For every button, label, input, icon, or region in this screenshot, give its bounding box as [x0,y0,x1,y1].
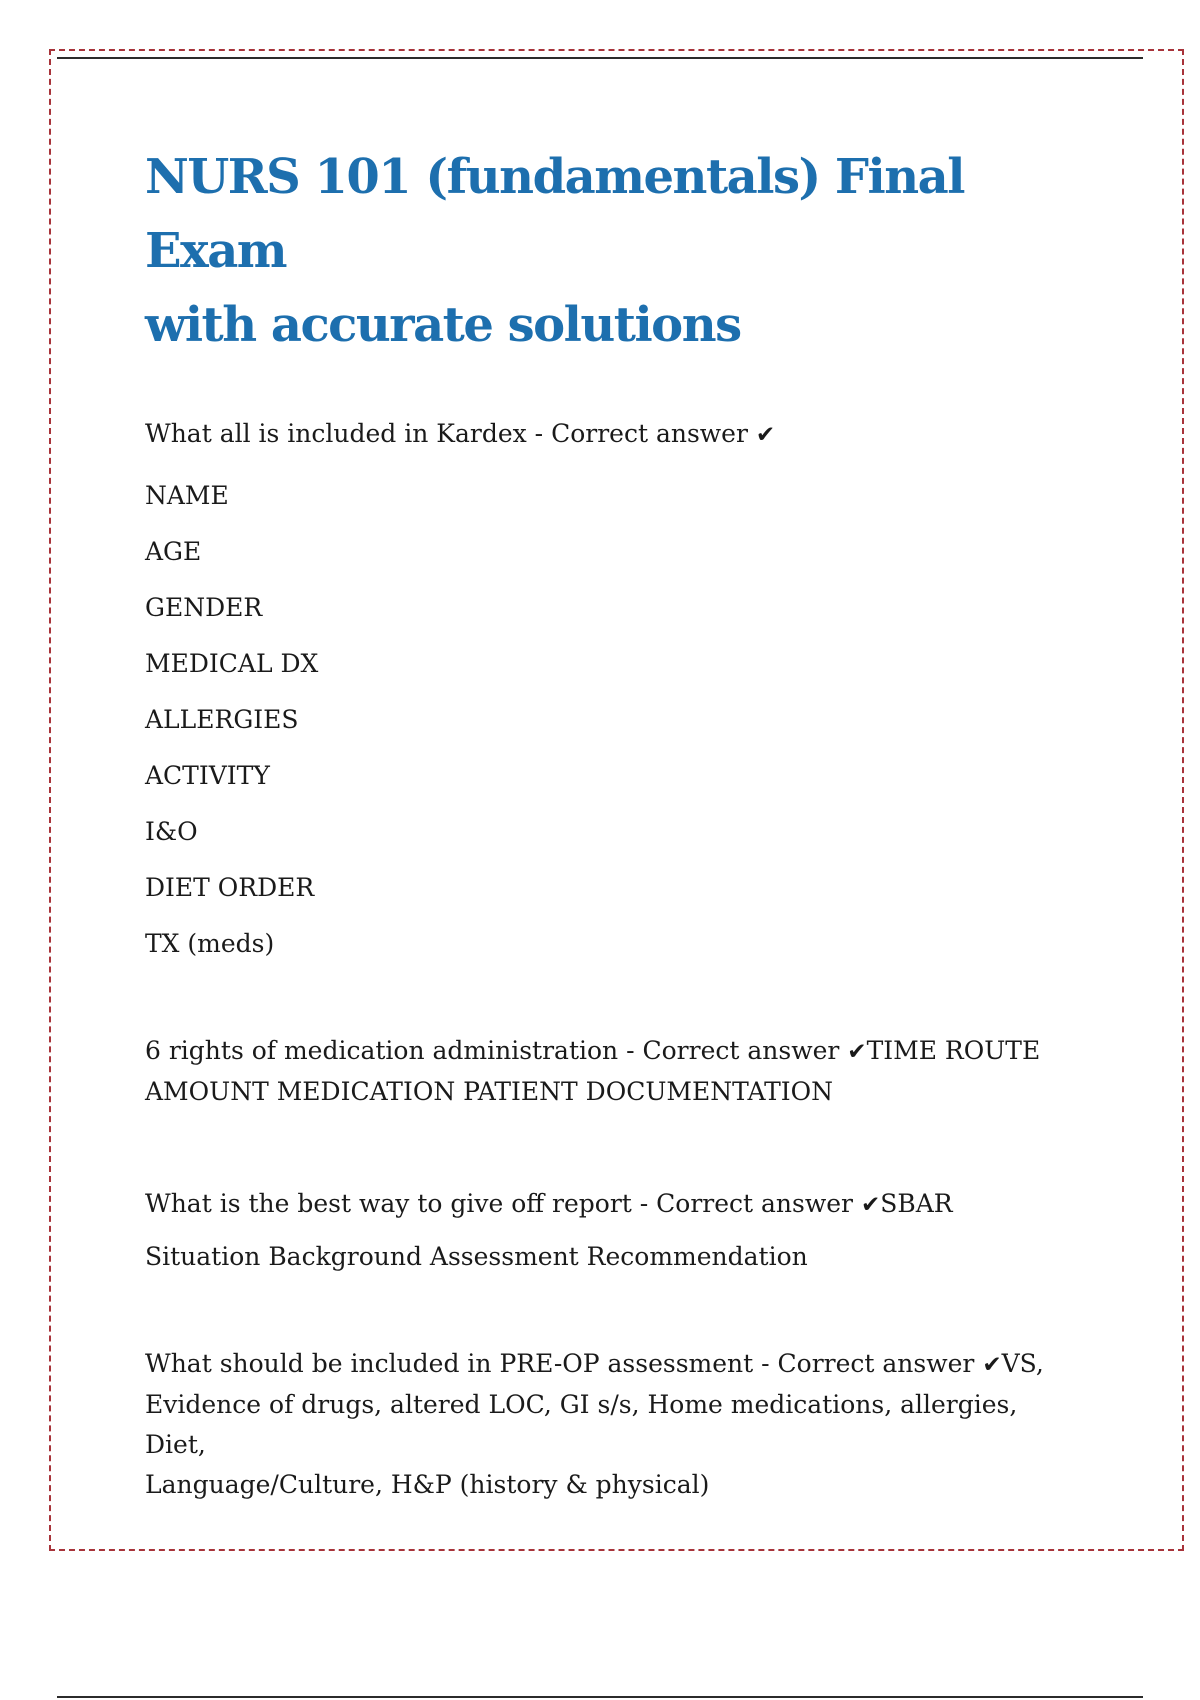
qa-medication-rights [145,1031,1085,1112]
list-item: NAME [145,481,229,510]
title-line-2: with accurate solutions [145,297,741,353]
question: What all is included in Kardex - Correct answer ✔ [145,419,776,448]
question: 6 rights of medication administration - Correct answer ✔TIME ROUTE [145,1036,1041,1065]
list-item: TX (meds) [145,929,275,958]
question: What is the best way to give off report - Correct answer ✔SBAR [145,1189,953,1218]
top-rule [57,57,1143,59]
answer: SBAR [880,1189,953,1218]
bottom-rule [57,1696,1143,1698]
title-line-1: NURS 101 (fundamentals) Final Exam [145,149,964,279]
answer-continued: Language/Culture, H&P (history & physical) [145,1470,710,1499]
list-item: GENDER [145,593,263,622]
checkmark-icon: ✔ [982,1352,1002,1378]
document-title [145,140,1085,362]
list-item: DIET ORDER [145,873,315,902]
checkmark-icon: ✔ [847,1039,867,1065]
answer: VS, [1001,1349,1044,1378]
answer-continued: AMOUNT MEDICATION PATIENT DOCUMENTATION [145,1077,834,1106]
document-body [145,140,1085,1505]
answer-continued: Evidence of drugs, altered LOC, GI s/s, Home medications, allergies, Diet, [145,1390,1018,1459]
list-item: AGE [145,537,202,566]
qa-report [145,1184,1085,1272]
answer-detail: Situation Background Assessment Recommendation [145,1242,808,1271]
checkmark-icon: ✔ [755,422,776,448]
list-item: ACTIVITY [145,761,270,790]
qa-preop-assessment [145,1344,1085,1505]
list-item: ALLERGIES [145,705,299,734]
list-item: I&O [145,817,198,846]
question: What should be included in PRE-OP assessment - Correct answer ✔VS, [145,1349,1044,1378]
qa-kardex [145,414,1085,959]
answer: TIME ROUTE [866,1036,1041,1065]
list-item: MEDICAL DX [145,649,319,678]
checkmark-icon: ✔ [860,1192,881,1218]
